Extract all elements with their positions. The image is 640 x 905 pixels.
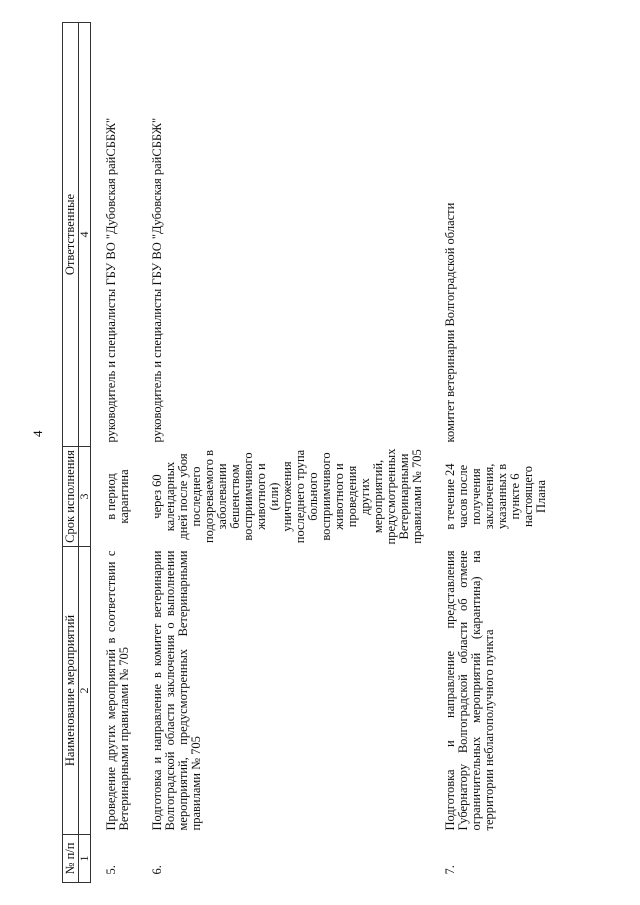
column-number-4: 4: [79, 22, 91, 446]
table-row: [430, 22, 554, 882]
row-deadline: через 60 календарных дней после убоя последнего подозреваемого в заболевании бешенством восприимчивого животного и (или) уничтожения последнего трупа больного восприимчивого животного и проведения других мероприятий, предусмотренных Ветеринарными правилами № 705: [150, 448, 424, 545]
header-num: № п/п: [63, 835, 79, 883]
row-name: Подготовка и направление представления Губернатору Волгоградской области об отмене ограничительных мероприятий (карантина) на территории неблагополучного пункта: [443, 550, 496, 831]
column-number-2: 2: [79, 547, 91, 835]
row-responsible: комитет ветеринарии Волгоградской области: [443, 202, 457, 443]
row-responsible: руководитель и специалисты ГБУ ВО "Дубовская райСББЖ": [150, 117, 164, 443]
column-number-3: 3: [79, 447, 91, 547]
row-num: 7.: [443, 865, 457, 875]
row-name: Проведение других мероприятий в соответствии с Ветеринарными правилами № 705: [104, 550, 131, 831]
table-row: [91, 22, 138, 882]
column-number-1: 1: [79, 835, 91, 883]
row-name: Подготовка и направление в комитет ветеринарии Волгоградской области заключения о выполнении мероприятий, предусмотренных Ветеринарными правилами № 705: [150, 550, 203, 831]
table-row: [137, 22, 430, 882]
page-number: 4: [30, 430, 45, 437]
row-num: 6.: [150, 865, 164, 875]
row-deadline: в период карантина: [104, 469, 131, 524]
row-num: 5.: [104, 865, 118, 875]
header-name: Наименование мероприятий: [63, 547, 79, 835]
row-responsible: руководитель и специалисты ГБУ ВО "Дубовская райСББЖ": [104, 117, 118, 443]
measures-table: [62, 22, 554, 883]
row-deadline: в течение 24 часов после получения заключения, указанных в пункте 6 настоящего Плана: [443, 463, 548, 530]
header-responsible: Ответственные: [63, 22, 79, 446]
document-sheet: [62, 23, 548, 883]
header-deadline: Срок исполнения: [63, 447, 79, 547]
